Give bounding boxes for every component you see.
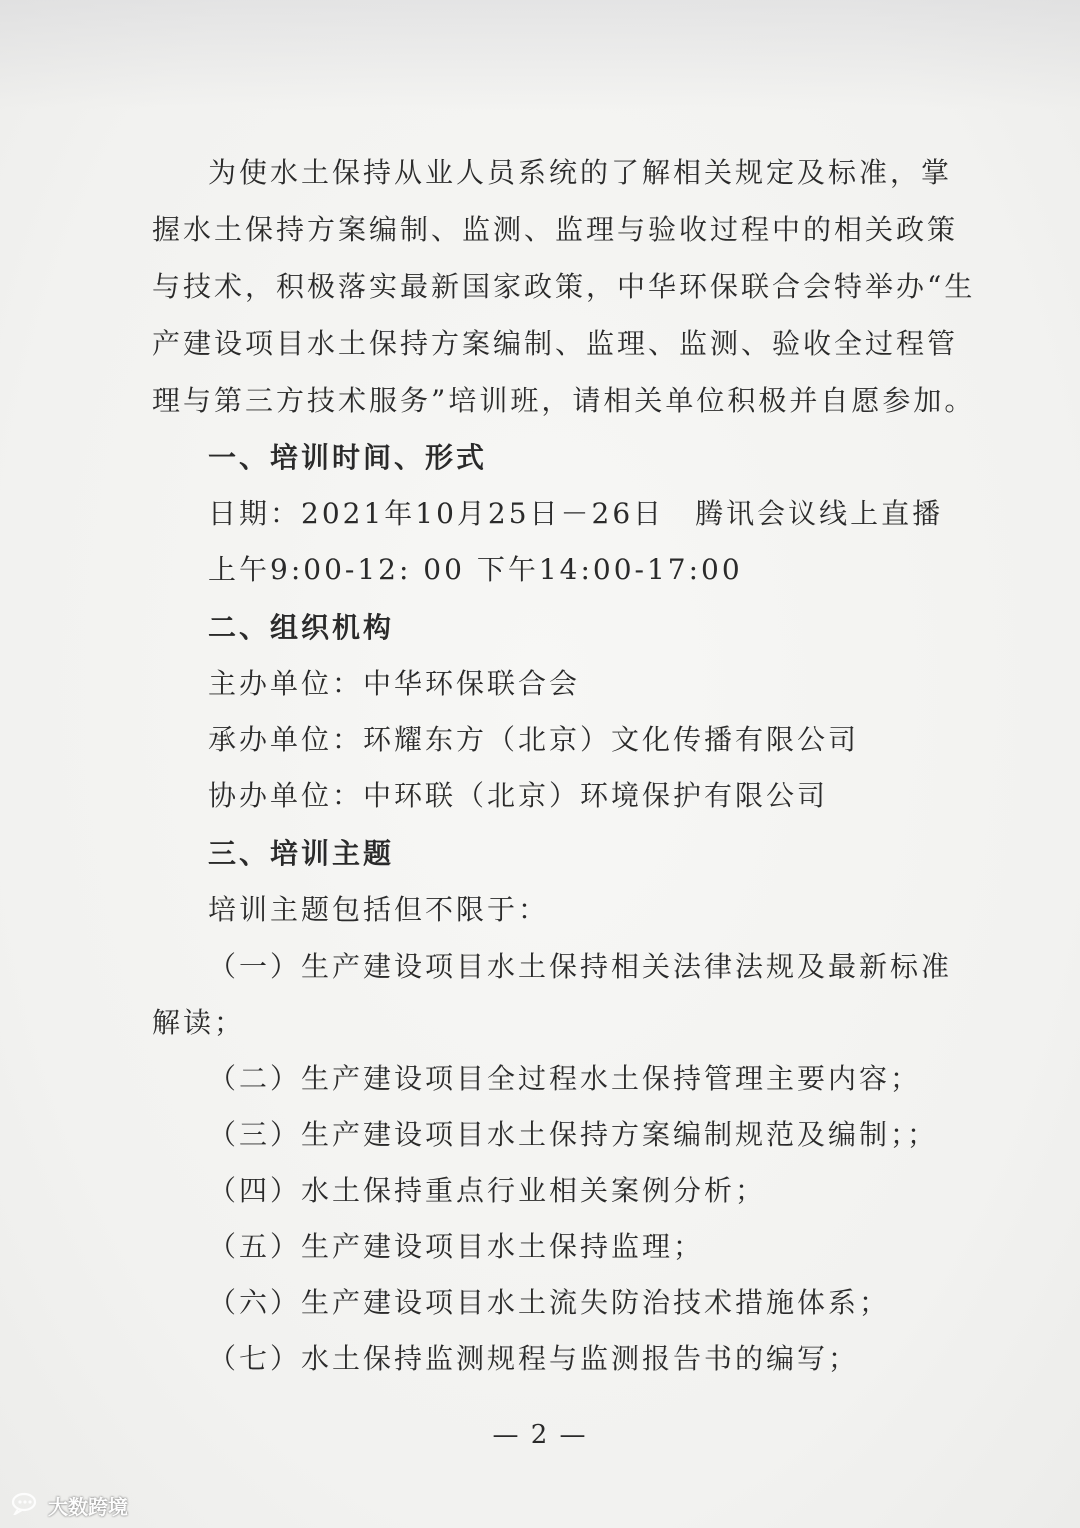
watermark <box>10 1490 128 1520</box>
scan-shadow <box>0 0 1080 110</box>
intro-line-5: 理与第三方技术服务”培训班，请相关单位积极并自愿参加。 <box>152 384 976 417</box>
co-organizer-unit: 协办单位：中环联（北京）环境保护有限公司 <box>208 779 829 812</box>
section1-heading: 一、培训时间、形式 <box>208 441 488 474</box>
topic-item-7: （七）水土保持监测规程与监测报告书的编写； <box>208 1342 860 1375</box>
topics-intro: 培训主题包括但不限于： <box>208 893 550 926</box>
training-time: 上午9:00-12: 00 下午14:00-17:00 <box>208 553 743 586</box>
topic-item-6: （六）生产建设项目水土流失防治技术措施体系； <box>208 1286 891 1319</box>
topic-item-1-cont: 解读； <box>152 1006 246 1039</box>
chat-bubble-logo-icon <box>10 1491 42 1520</box>
training-date: 日期：2021年10月25日－26日 腾讯会议线上直播 <box>208 497 944 530</box>
topic-item-5: （五）生产建设项目水土保持监理； <box>208 1230 705 1263</box>
intro-line-2: 握水土保持方案编制、监测、监理与验收过程中的相关政策 <box>152 213 959 246</box>
intro-line-1: 为使水土保持从业人员系统的了解相关规定及标准，掌 <box>208 156 953 189</box>
section3-heading: 三、培训主题 <box>208 837 395 870</box>
intro-line-4: 产建设项目水土保持方案编制、监理、监测、验收全过程管 <box>152 327 959 360</box>
page-number: — 2 — <box>492 1420 588 1450</box>
host-unit: 主办单位：中华环保联合会 <box>208 667 581 700</box>
topic-item-2: （二）生产建设项目全过程水土保持管理主要内容； <box>208 1062 922 1095</box>
intro-line-3: 与技术，积极落实最新国家政策，中华环保联合会特举办“生 <box>152 270 976 303</box>
watermark-text: 大数跨境 <box>48 1494 128 1519</box>
organizer-unit: 承办单位：环耀东方（北京）文化传播有限公司 <box>208 723 860 756</box>
topic-item-4: （四）水土保持重点行业相关案例分析； <box>208 1174 767 1207</box>
topic-item-3: （三）生产建设项目水土保持方案编制规范及编制；； <box>208 1118 939 1151</box>
section2-heading: 二、组织机构 <box>208 611 395 644</box>
topic-item-1: （一）生产建设项目水土保持相关法律法规及最新标准 <box>208 950 953 983</box>
